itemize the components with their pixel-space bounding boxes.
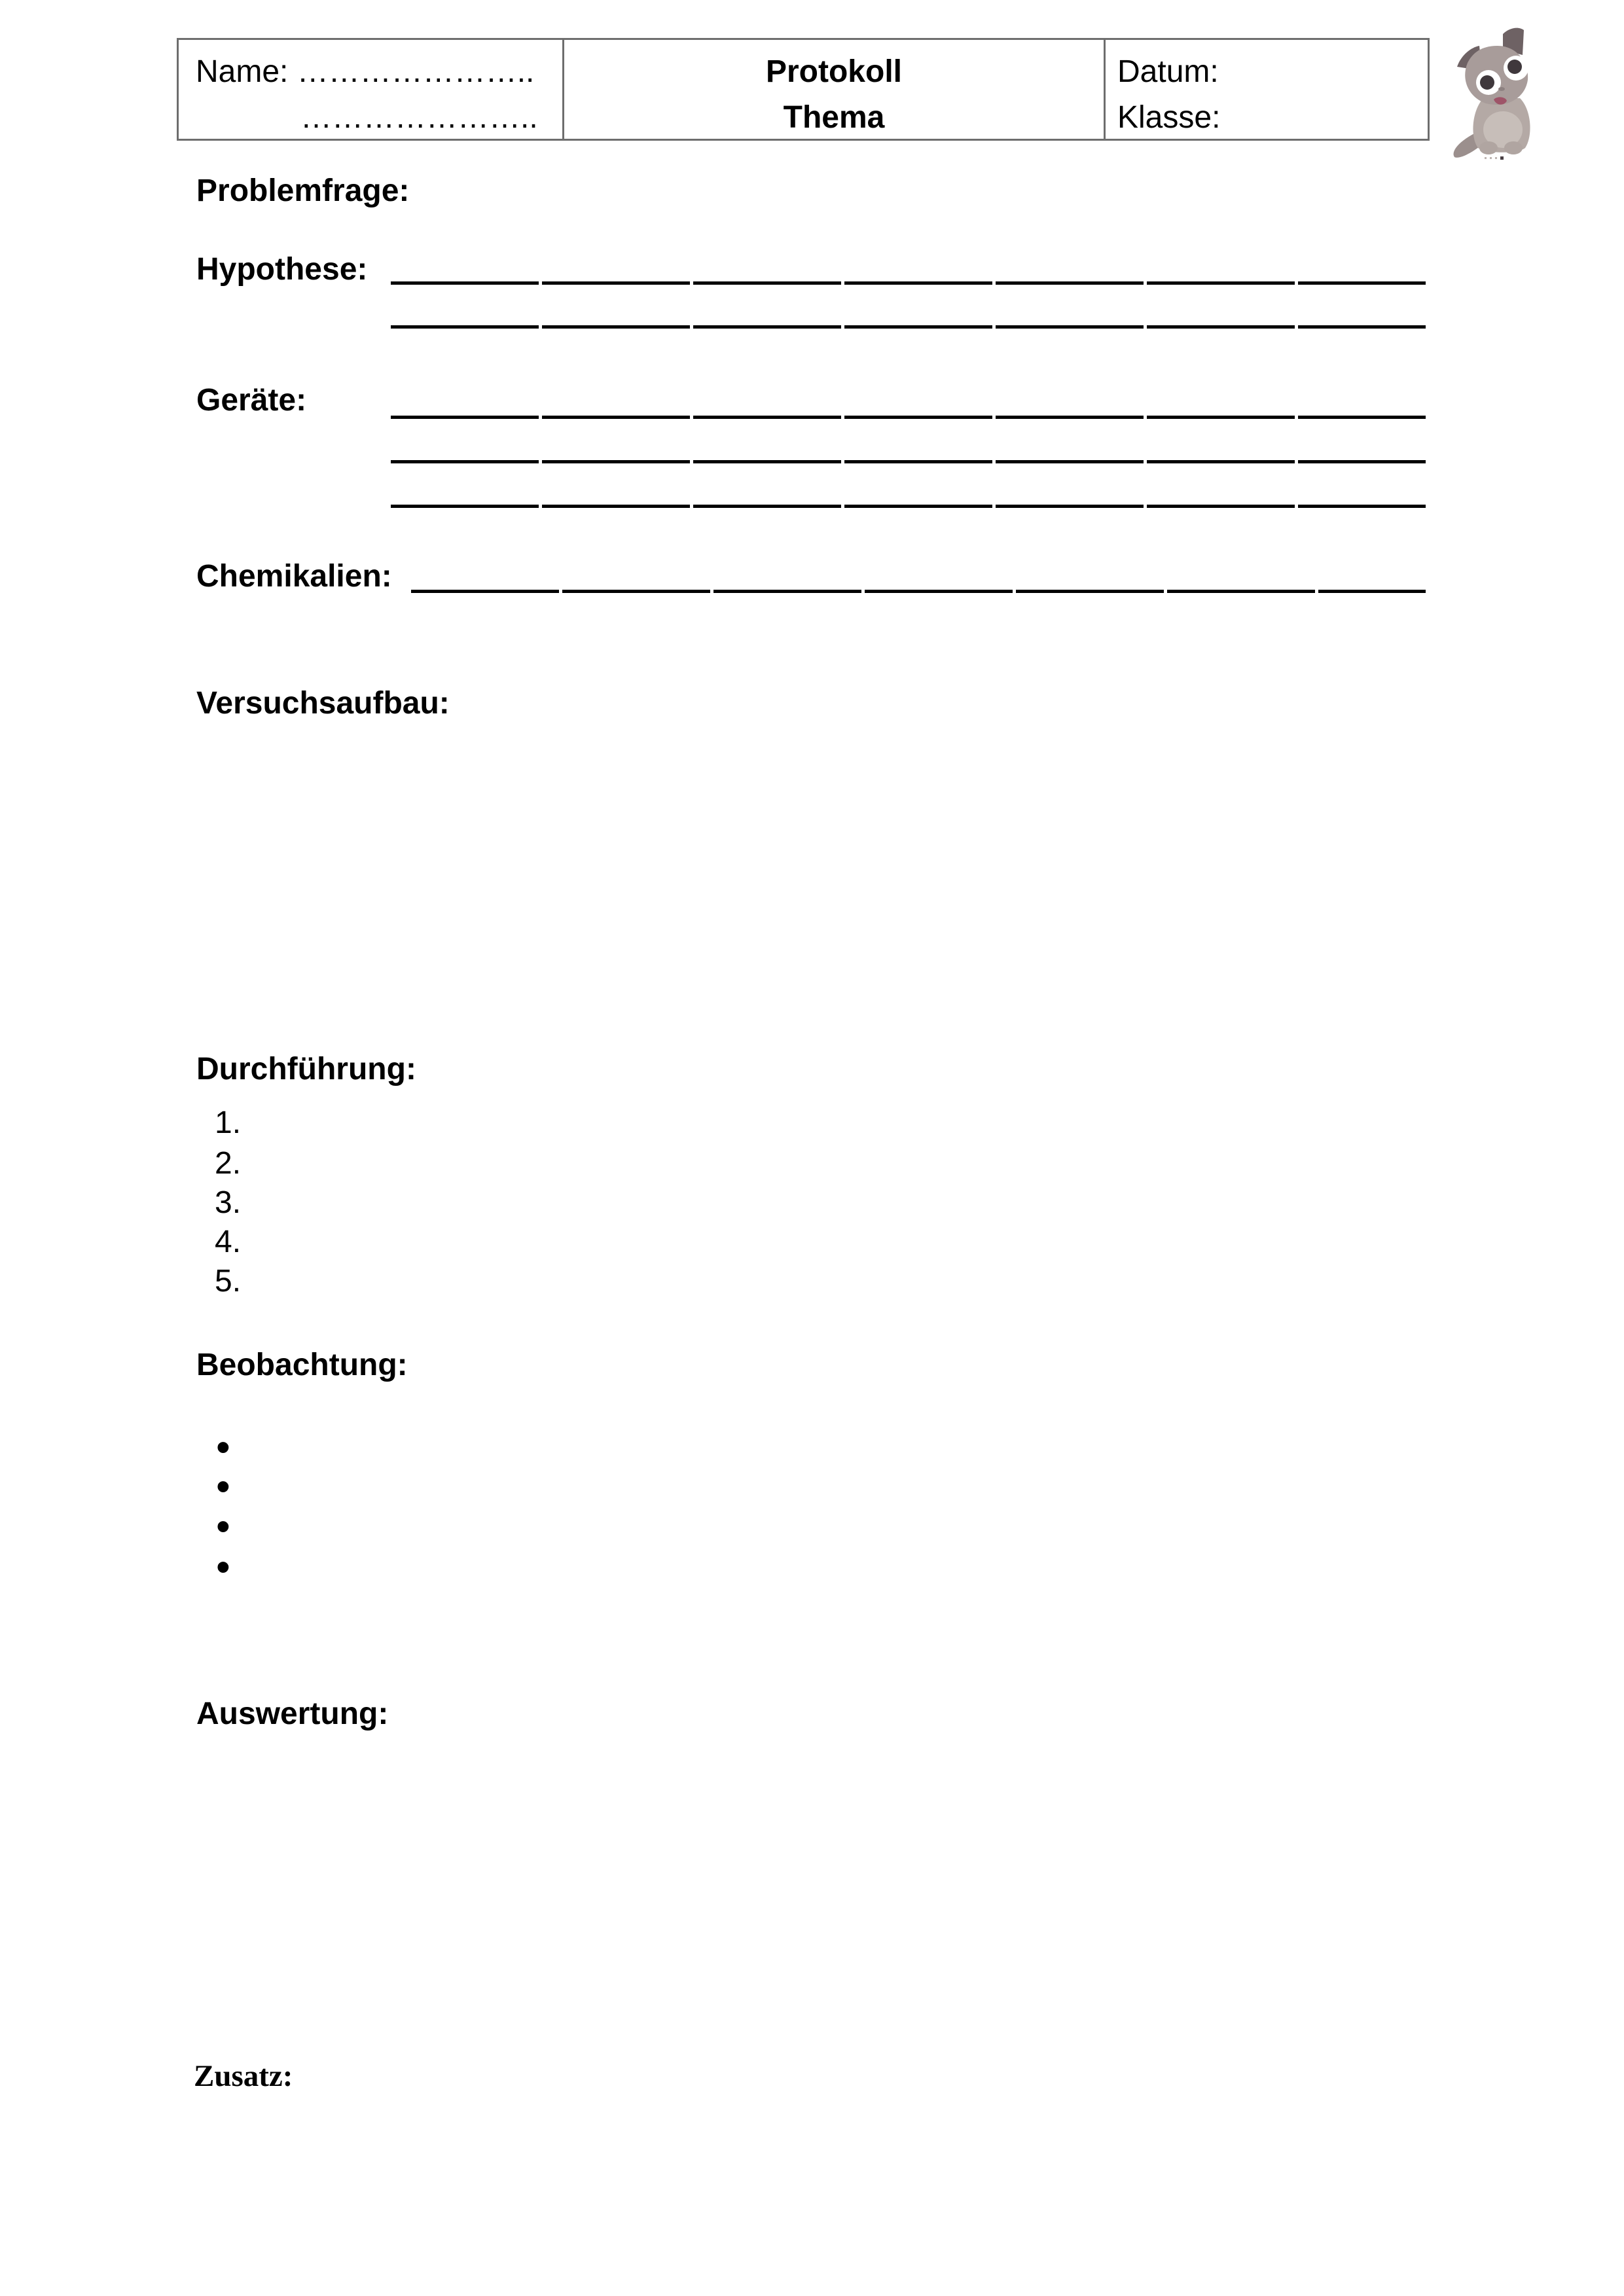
hypothese-blank-line-1 [391, 281, 1426, 285]
geraete-blank-line-1 [391, 416, 1426, 419]
document-title: Protokoll [765, 54, 902, 89]
durchfuehrung-step-3: 3. [215, 1185, 242, 1220]
header-table [177, 38, 1430, 141]
geraete-blank-line-2 [391, 460, 1426, 463]
cat-logo-icon [1445, 26, 1553, 160]
section-label-zusatz: Zusatz: [194, 2059, 293, 2093]
hypothese-blank-line-2 [391, 325, 1426, 329]
header-title-cell [562, 40, 1104, 141]
durchfuehrung-step-4: 4. [215, 1225, 242, 1259]
section-label-auswertung: Auswertung: [196, 1696, 389, 1731]
durchfuehrung-step-2: 2. [215, 1146, 242, 1181]
date-field-label: Datum: [1117, 54, 1219, 89]
section-label-versuchsaufbau: Versuchsaufbau: [196, 686, 450, 721]
class-field-label: Klasse: [1117, 100, 1221, 135]
header-name-cell [179, 40, 562, 141]
section-label-chemikalien: Chemikalien: [196, 559, 392, 594]
name-field-label: Name: ………………….. [196, 54, 535, 89]
beobachtung-bullet-3: • [216, 1504, 230, 1549]
section-label-geraete: Geräte: [196, 383, 307, 418]
durchfuehrung-step-5: 5. [215, 1264, 242, 1299]
beobachtung-bullet-1: • [216, 1425, 230, 1470]
durchfuehrung-step-1: 1. [215, 1105, 242, 1140]
beobachtung-bullet-2: • [216, 1464, 230, 1509]
name-field-line2: ………………….. [300, 100, 538, 135]
chemikalien-blank-line [411, 590, 1426, 593]
section-label-durchfuehrung: Durchführung: [196, 1052, 416, 1086]
section-label-beobachtung: Beobachtung: [196, 1348, 408, 1382]
section-label-hypothese: Hypothese: [196, 252, 368, 287]
document-subtitle: Thema [783, 100, 885, 135]
beobachtung-bullet-4: • [216, 1545, 230, 1590]
geraete-blank-line-3 [391, 505, 1426, 508]
section-label-problemfrage: Problemfrage: [196, 173, 410, 208]
header-date-cell [1104, 40, 1432, 141]
